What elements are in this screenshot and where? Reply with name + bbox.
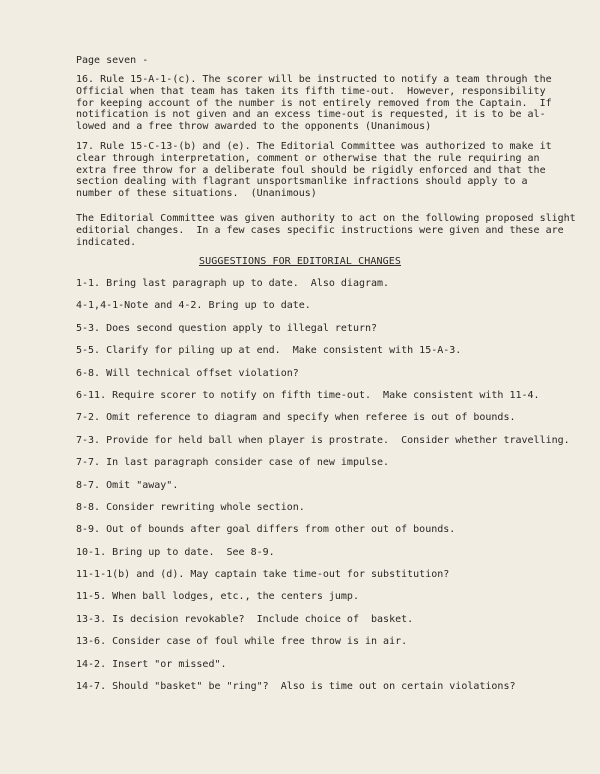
list-item: 14-2. Insert "or missed". bbox=[76, 658, 227, 670]
list-item: 10-1. Bring up to date. See 8-9. bbox=[76, 546, 275, 558]
list-item: 7-2. Omit reference to diagram and specify when referee is out of bounds. bbox=[76, 412, 516, 424]
list-item: 8-8. Consider rewriting whole section. bbox=[76, 501, 305, 513]
paragraph-line: Official when that team has taken its fifth time-out. However, responsibility bbox=[76, 85, 546, 97]
paragraph-editorial bbox=[76, 213, 576, 248]
suggestions-list bbox=[76, 278, 570, 703]
list-item: 11-1-1(b) and (d). May captain take time-out for substitution? bbox=[76, 569, 450, 581]
page-header bbox=[76, 55, 546, 67]
section-heading-text: SUGGESTIONS FOR EDITORIAL CHANGES bbox=[199, 256, 401, 267]
list-item: 6-11. Require scorer to notify on fifth time-out. Make consistent with 11-4. bbox=[76, 389, 540, 401]
list-item: 7-3. Provide for held ball when player is prostrate. Consider whether travelling. bbox=[76, 434, 570, 446]
list-item: 11-5. When ball lodges, etc., the centers jump. bbox=[76, 591, 359, 603]
list-item: 5-5. Clarify for piling up at end. Make consistent with 15-A-3. bbox=[76, 345, 462, 357]
list-item: 1-1. Bring last paragraph up to date. Also diagram. bbox=[76, 278, 390, 289]
list-item: 5-3. Does second question apply to illegal return? bbox=[76, 322, 378, 334]
list-item: 13-6. Consider case of foul while free throw is in air. bbox=[76, 636, 408, 648]
paragraph-line: indicated. bbox=[76, 236, 137, 248]
paragraph-line: editorial changes. In a few cases specific instructions were given and these are bbox=[76, 224, 564, 236]
list-item: 6-8. Will technical offset violation? bbox=[76, 367, 299, 379]
paragraph-line: section dealing with flagrant unsportsmanlike infractions should apply to a bbox=[76, 176, 528, 188]
paragraph-line: extra free throw for a deliberate foul should be rigidly enforced and that the bbox=[76, 164, 546, 176]
list-item: 14-7. Should "basket" be "ring"? Also is time out on certain violations? bbox=[76, 681, 516, 693]
list-item: 13-3. Is decision revokable? Include choice of basket. bbox=[76, 613, 414, 625]
paragraph-line: lowed and a free throw awarded to the opponents (Unanimous) bbox=[76, 121, 432, 133]
section-heading bbox=[0, 256, 600, 268]
paragraph-16 bbox=[76, 74, 552, 133]
paragraph-line: The Editorial Committee was given authority to act on the following proposed slight bbox=[76, 213, 576, 224]
paragraph-line: number of these situations. (Unanimous) bbox=[76, 188, 317, 200]
page-header-text: Page seven - bbox=[76, 55, 149, 66]
paragraph-17 bbox=[76, 141, 552, 200]
paragraph-line: clear through interpretation, comment or otherwise that the rule requiring an bbox=[76, 152, 540, 164]
list-item: 4-1,4-1-Note and 4-2. Bring up to date. bbox=[76, 300, 311, 312]
paragraph-line: notification is not given and an excess time-out is requested, it is to be al- bbox=[76, 109, 546, 121]
paragraph-line: 16. Rule 15-A-1-(c). The scorer will be instructed to notify a team through the bbox=[76, 74, 552, 85]
list-item: 7-7. In last paragraph consider case of new impulse. bbox=[76, 457, 390, 469]
paragraph-line: for keeping account of the number is not entirely removed from the Captain. If bbox=[76, 97, 552, 109]
list-item: 8-9. Out of bounds after goal differs from other out of bounds. bbox=[76, 524, 456, 536]
paragraph-line: 17. Rule 15-C-13-(b) and (e). The Editorial Committee was authorized to make it bbox=[76, 141, 552, 152]
list-item: 8-7. Omit "away". bbox=[76, 479, 179, 491]
